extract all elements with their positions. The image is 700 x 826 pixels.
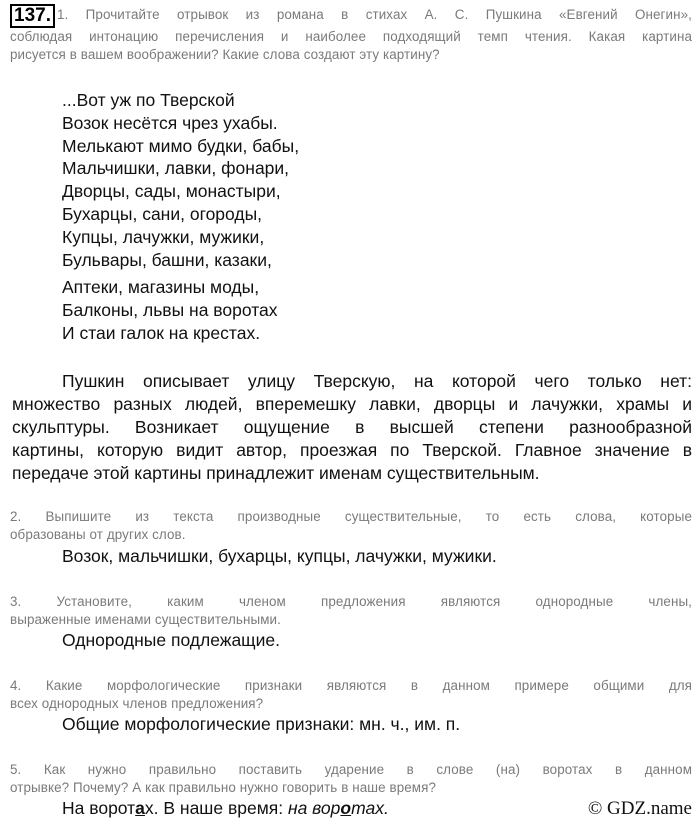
- task-1: [10, 4, 692, 64]
- task-2: [10, 508, 692, 544]
- task-1-line-2: соблюдая интонацию перечисления и наиболее подходящий темп чтения. Какая картина: [10, 29, 692, 44]
- gdz-watermark: © GDZ.name: [587, 798, 692, 819]
- task-4-line-1: 4. Какие морфологические признаки являются в данном примере общими для: [10, 678, 692, 693]
- task-4-line-2: всех однородных членов предложения?: [10, 696, 264, 711]
- poem-line: Бухарцы, сани, огороды,: [62, 203, 263, 224]
- answer-3: Однородные подлежащие.: [62, 630, 280, 650]
- task-5: [10, 761, 692, 797]
- task-5-line-1: 5. Как нужно правильно поставить ударение в слове (на) воротах в данном: [10, 762, 692, 777]
- poem-line: И стаи галок на крестах.: [62, 322, 261, 343]
- poem-line: Аптеки, магазины моды,: [62, 277, 260, 298]
- answer-1: [12, 370, 692, 485]
- answer-1-line: передаче этой картины принадлежит именам существительным.: [12, 463, 540, 483]
- stress-mark: о: [340, 798, 352, 818]
- poem-line: Мальчишки, лавки, фонари,: [62, 158, 290, 179]
- task-1-line-1: 137. 1. Прочитайте отрывок из романа в стихах А. С. Пушкина «Евгений Онегин»,: [10, 4, 692, 28]
- answer-1-line: Пушкин описывает улицу Тверскую, на которой чего только нет:: [62, 371, 692, 391]
- task-2-line-2: образованы от других слов.: [10, 527, 186, 542]
- poem-line: Бульвары, башни, казаки,: [62, 249, 272, 270]
- poem-line: Купцы, лачужки, мужики,: [62, 226, 265, 247]
- task-3: [10, 593, 692, 629]
- task-5-line-2: отрывке? Почему? А как правильно нужно говорить в наше время?: [10, 780, 437, 795]
- poem-line: Дворцы, сады, монастыри,: [62, 181, 281, 202]
- answer-5: На воротах. В наше время: на воротах.: [62, 798, 389, 818]
- task-2-line-1: 2. Выпишите из текста производные существительные, то есть слова, которые: [10, 509, 692, 524]
- poem-excerpt: [62, 89, 299, 345]
- answer-1-line: картины, которую видит автор, проезжая по Тверской. Главное значение в: [12, 440, 692, 460]
- answer-1-line: множество разных людей, вперемешку лавки, дворцы и лачужки, храмы и: [12, 394, 692, 414]
- poem-line: ...Вот уж по Тверской: [62, 90, 235, 110]
- task-4: [10, 677, 692, 713]
- answer-2: Возок, мальчишки, бухарцы, купцы, лачужки, мужики.: [62, 546, 497, 566]
- task-3-line-1: 3. Установите, каким членом предложения являются однородные члены,: [10, 594, 692, 609]
- poem-line: Возок несётся чрез ухабы.: [62, 112, 278, 133]
- task-3-line-2: выраженные именами существительными.: [10, 612, 281, 627]
- exercise-number: 137.: [10, 4, 55, 28]
- answer-4: Общие морфологические признаки: мн. ч., им. п.: [62, 714, 461, 734]
- poem-line: Мелькают мимо будки, бабы,: [62, 135, 300, 156]
- poem-line: Балконы, львы на воротах: [62, 300, 278, 321]
- answer-1-line: скульптуры. Возникает ощущение в высшей степени разнообразной: [12, 417, 692, 437]
- task-1-line-3: рисуется в вашем воображении? Какие слова создают эту картину?: [10, 47, 440, 62]
- stress-mark: а: [135, 798, 145, 818]
